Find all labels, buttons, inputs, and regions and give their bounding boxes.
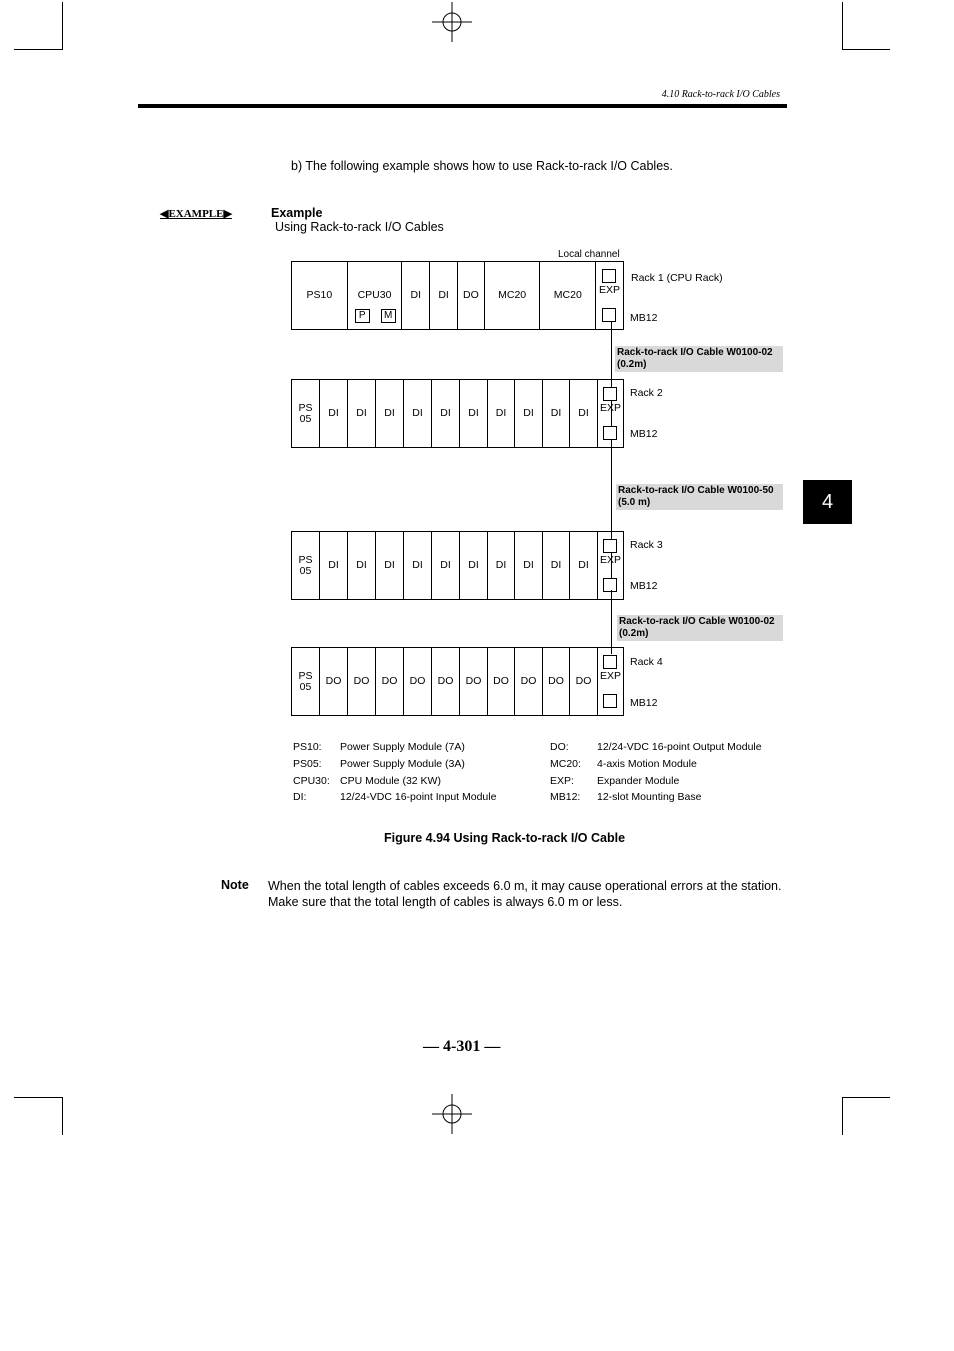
legend-key: DI:: [293, 791, 307, 803]
legend-key: DO:: [550, 741, 569, 753]
figure-caption: Figure 4.94 Using Rack-to-rack I/O Cable: [384, 831, 626, 845]
exp-connector-top: [603, 387, 617, 401]
example-subtitle: Using Rack-to-rack I/O Cables: [275, 220, 444, 234]
local-channel-label: Local channel: [558, 249, 620, 260]
cable-label-1: Rack-to-rack I/O Cable W0100-02 (0.2m): [615, 346, 783, 372]
slot-ps05: PS 05: [292, 380, 320, 447]
rack-4: [291, 647, 624, 716]
slot-do: DO: [515, 648, 543, 715]
slot-di: DI: [543, 532, 570, 599]
slot-di: DI: [570, 532, 598, 599]
slot-do: DO: [570, 648, 598, 715]
slot-do: DO: [460, 648, 488, 715]
slot-di: DI: [488, 380, 515, 447]
slot-di: DI: [320, 532, 348, 599]
cable-label-2: Rack-to-rack I/O Cable W0100-50 (5.0 m): [616, 484, 783, 510]
slot-do: DO: [488, 648, 515, 715]
section-header: 4.10 Rack-to-rack I/O Cables: [661, 89, 780, 100]
legend-value: 12-slot Mounting Base: [597, 791, 702, 803]
cable-label-3: Rack-to-rack I/O Cable W0100-02 (0.2m): [617, 615, 783, 641]
note-label: Note: [221, 878, 249, 892]
legend-value: 12/24-VDC 16-point Output Module: [597, 741, 762, 753]
slot-do: DO: [458, 262, 485, 329]
example-title: Example: [271, 206, 323, 220]
slot-mc20: MC20: [485, 262, 541, 329]
legend-value: 4-axis Motion Module: [597, 758, 697, 770]
note-text: When the total length of cables exceeds 6.0 m, it may cause operational errors at the station. Make sure that the total length of cables is always 6.0 m or less.: [268, 879, 782, 909]
slot-do: DO: [543, 648, 570, 715]
example-badge: ◀EXAMPLE▶: [160, 208, 232, 220]
rack-1-label: Rack 1 (CPU Rack): [631, 272, 723, 284]
rack-2-base: MB12: [630, 428, 658, 440]
cpu-p-button: P: [355, 309, 370, 323]
exp-connector-top: [602, 269, 616, 283]
registration-mark-bottom: [432, 1094, 472, 1134]
slot-do: DO: [320, 648, 348, 715]
slot-di: DI: [376, 532, 404, 599]
legend-key: MC20:: [550, 758, 581, 770]
slot-di: DI: [348, 532, 376, 599]
slot-di: DI: [430, 262, 458, 329]
slot-di: DI: [402, 262, 430, 329]
slot-di: DI: [515, 380, 543, 447]
slot-exp: EXP: [596, 262, 623, 329]
slot-di: DI: [543, 380, 570, 447]
slot-do: DO: [432, 648, 460, 715]
exp-connector-top: [603, 655, 617, 669]
cpu-m-button: M: [381, 309, 396, 323]
slot-mc20: MC20: [540, 262, 596, 329]
exp-connector-bottom: [603, 426, 617, 440]
exp-connector-bottom: [603, 578, 617, 592]
slot-di: DI: [515, 532, 543, 599]
slot-di: DI: [432, 532, 460, 599]
legend-value: Power Supply Module (3A): [340, 758, 465, 770]
page-number: — 4-301 —: [423, 1038, 501, 1055]
rack-4-base: MB12: [630, 697, 658, 709]
slot-di: DI: [404, 380, 432, 447]
slot-exp: EXP: [598, 532, 623, 599]
rack-2: [291, 379, 624, 448]
slot-di: DI: [570, 380, 598, 447]
slot-exp: EXP: [598, 648, 623, 715]
legend-value: CPU Module (32 KW): [340, 775, 441, 787]
chapter-tab: 4: [803, 480, 852, 524]
registration-mark-top: [432, 2, 472, 42]
legend-key: EXP:: [550, 775, 574, 787]
intro-text: b) The following example shows how to use Rack-to-rack I/O Cables.: [291, 159, 673, 173]
slot-di: DI: [404, 532, 432, 599]
slot-di: DI: [320, 380, 348, 447]
slot-di: DI: [432, 380, 460, 447]
legend-key: CPU30:: [293, 775, 330, 787]
slot-di: DI: [460, 532, 488, 599]
header-rule: [138, 104, 787, 108]
cable-line: [611, 590, 612, 654]
legend-key: PS05:: [293, 758, 322, 770]
slot-di: DI: [488, 532, 515, 599]
slot-cpu30: CPU30 P M: [348, 262, 403, 329]
legend-value: Power Supply Module (7A): [340, 741, 465, 753]
rack-3-label: Rack 3: [630, 539, 663, 551]
legend-key: MB12:: [550, 791, 581, 803]
legend-value: Expander Module: [597, 775, 680, 787]
slot-di: DI: [460, 380, 488, 447]
slot-ps10: PS10: [292, 262, 348, 329]
slot-do: DO: [348, 648, 376, 715]
slot-di: DI: [348, 380, 376, 447]
rack-2-label: Rack 2: [630, 387, 663, 399]
rack-1: [291, 261, 624, 330]
rack-1-base: MB12: [630, 312, 658, 324]
rack-4-label: Rack 4: [630, 656, 663, 668]
exp-connector-bottom: [603, 694, 617, 708]
slot-ps05: PS 05: [292, 648, 320, 715]
slot-do: DO: [404, 648, 432, 715]
rack-3: [291, 531, 624, 600]
exp-connector-bottom: [602, 308, 616, 322]
slot-exp: EXP: [598, 380, 623, 447]
rack-3-base: MB12: [630, 580, 658, 592]
slot-ps05: PS 05: [292, 532, 320, 599]
slot-di: DI: [376, 380, 404, 447]
slot-do: DO: [376, 648, 404, 715]
legend-key: PS10:: [293, 741, 322, 753]
legend-value: 12/24-VDC 16-point Input Module: [340, 791, 497, 803]
exp-connector-top: [603, 539, 617, 553]
